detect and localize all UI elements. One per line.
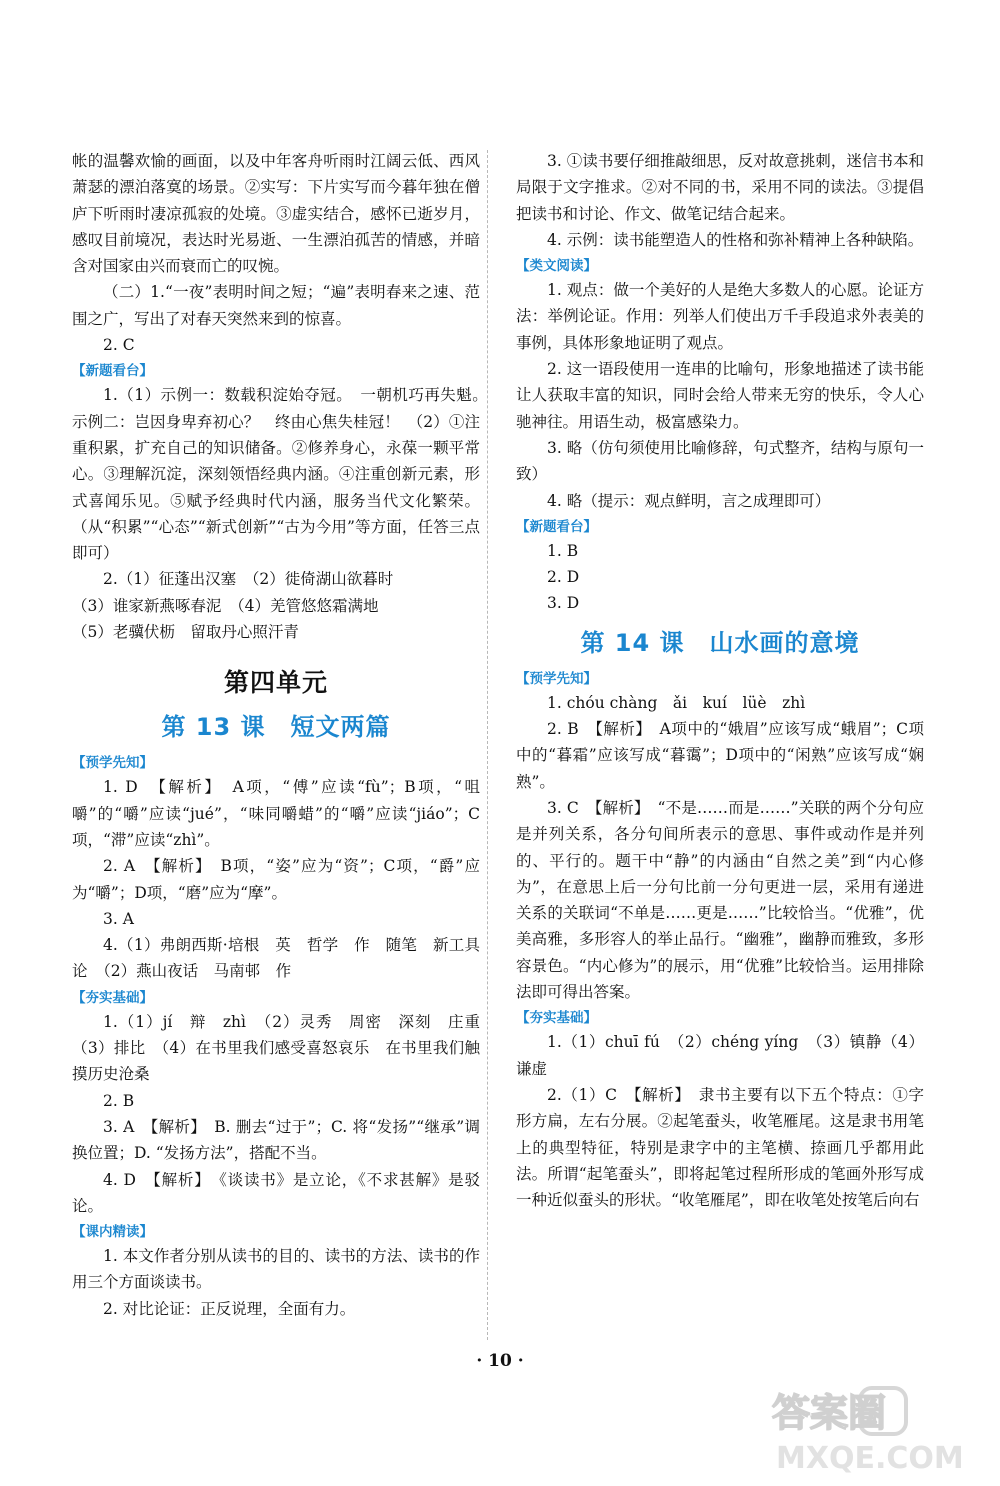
section-tag: 【新题看台】	[516, 518, 597, 535]
paragraph: 1. 观点：做一个美好的人是绝大多数人的心愿。论证方法：举例论证。作用：列举人们使出万千手段追求外表美的事例，具体形象地证明了观点。	[516, 281, 924, 352]
unit-title: 第四单元	[223, 668, 328, 698]
column-divider	[487, 150, 488, 1340]
paragraph: 1.（1）jí 辩 zhì （2）灵秀 周密 深刻 庄重 （3）排比 （4）在书里我们感受喜怒哀乐 在书里我们触摸历史沧桑	[72, 1012, 496, 1084]
paragraph: 4. D 【解析】 《谈读书》是立论，《不求甚解》是驳论。	[72, 1170, 480, 1215]
watermark-icon	[762, 1384, 982, 1476]
paragraph: 3. C 【解析】 “不是……而是……”关联的两个分句应是并列关系，各分句间所表示的意思、事件或动作是并列的、平行的。题干中“静”的内涵由“自然之美”到“内心修为”，在意思上后一分句比前一分句更进一层，采用有递进关系的关联词“不单是……更是……”比较恰当。“优雅”，优美高雅，多形容人的举止品行。“幽雅”，幽静而雅致，多形容景色。“内心修为”的展示，用“优雅”比较恰当。运用排除法即可得出答案。	[516, 798, 924, 1002]
paragraph: 1. B	[547, 541, 579, 560]
paragraph: 2.（1）C 【解析】 隶书主要有以下五个特点：①字形方扁，左右分展。②起笔蚕头，收笔雁尾。这是隶书用笔上的典型特征，特别是隶字中的主笔横、捺画几乎都用此法。所谓“起笔蚕头”，即将起笔过程所形成的笔画外形写成一种近似蚕头的形状。“收笔雁尾”，即在收笔处按笔后向右	[516, 1085, 924, 1210]
watermark-url-text: MXQE.COM	[776, 1441, 964, 1476]
section-tag: 【类文阅读】	[516, 258, 597, 275]
paragraph: 3. ①读书要仔细推敲细思，反对故意挑刺，迷信书本和局限于文字推求。②对不同的书，采用不同的读法。③提倡把读书和讨论、作文、做笔记结合起来。	[516, 152, 924, 223]
paragraph: 帐的温馨欢愉的画面，以及中年客舟听雨时江阔云低、西风萧瑟的漂泊落寞的场景。②实写：下片实写而今暮年独在僧庐下听雨时凄凉孤寂的处境。③虚实结合，感怀已逝岁月，感叹目前境况，表达时光易逝、一生漂泊孤苦的情感，并暗含对国家由兴而衰而亡的叹惋。	[72, 152, 480, 276]
paragraph: 3. A 【解析】 B. 删去“过于”；C. 将“发扬”“继承”调换位置；D. “发扬方法”，搭配不当。	[72, 1117, 480, 1163]
paragraph: 1. chóu chàng ǎi kuí lüè zhì	[547, 693, 806, 712]
paragraph: 1. 本文作者分别从读书的目的、读书的方法、读书的作用三个方面谈读书。	[72, 1247, 480, 1292]
paragraph: 3. D	[547, 594, 580, 613]
watermark-logo	[762, 1384, 982, 1476]
paragraph: 1. D 【解析】 A项，“傅”应读“fù”；B项，“咀嚼”的“嚼”应读“jué”，“味同嚼蜡”的“嚼”应读“jiáo”；C项，“滞”应读“zhì”。	[72, 778, 480, 849]
section-tag: 【课内精读】	[72, 1224, 153, 1241]
paragraph: 3. A	[103, 909, 134, 928]
page-number: · 10 ·	[476, 1351, 524, 1371]
paragraph: 2.（1）征蓬出汉塞 （2）徙倚湖山欲暮时	[103, 570, 394, 589]
paragraph: 2. A 【解析】 B项，“姿”应为“资”；C项，“爵”应为“嚼”；D项，“磨”应为“摩”。	[72, 857, 480, 902]
paragraph: 2. B	[103, 1091, 135, 1110]
paragraph: 2. D	[547, 568, 580, 587]
section-tag: 【夯实基础】	[72, 989, 153, 1006]
watermark-logo-text: 答案圈	[772, 1391, 887, 1435]
section-tag: 【新题看台】	[72, 363, 153, 380]
paragraph: 1.（1）示例一：数载积淀始夺冠。 一朝机巧再失魁。 示例二：岂因身卑弃初心？ 终由心焦失桂冠！ （2）①注重积累，扩充自己的知识储备。②修养身心，永葆一颗平常心。③理解沉淀，深刻领悟经典内涵。④注重创新元素，形式喜闻乐见。⑤赋予经典时代内涵，服务当代文化繁荣。（从“积累”“心态”“新式创新”“古为今用”等方面，任答三点即可）	[72, 386, 496, 563]
paragraph: 2. 这一语段使用一连串的比喻句，形象地描述了读书能让人获取丰富的知识，同时会给人带来无穷的快乐，令人心驰神往。用语生动，极富感染力。	[516, 360, 924, 431]
section-tag: 【夯实基础】	[516, 1010, 597, 1027]
paragraph: （二）1.“一夜”表明时间之短；“遍”表明春来之速、范围之广，写出了对春天突然来到的惊喜。	[72, 283, 480, 328]
paragraph: （3）谁家新燕啄春泥 （4）羌管悠悠霜满地	[72, 596, 379, 615]
paragraph: 2. B 【解析】 A项中的“娥眉”应该写成“蛾眉”；C项中的“暮霜”应该写成“暮霭”；D项中的“闲熟”应该写成“娴熟”。	[516, 720, 924, 791]
section-tag: 【预学先知】	[72, 755, 153, 772]
paragraph: 2. C	[103, 336, 135, 355]
paragraph: 4.（1）弗朗西斯·培根 英 哲学 作 随笔 新工具论 （2）燕山夜话 马南邨 作	[72, 936, 480, 981]
section-tag: 【预学先知】	[516, 670, 597, 687]
paragraph: （5）老骥伏枥 留取丹心照汗青	[72, 623, 299, 642]
right-column	[516, 148, 924, 1213]
lesson-title: 第 14 课 山水画的意境	[580, 628, 860, 657]
paragraph: 3. 略（仿句须使用比喻修辞，句式整齐，结构与原句一致）	[516, 438, 924, 484]
lesson-title: 第 13 课 短文两篇	[161, 713, 391, 742]
paragraph: 2. 对比论证：正反说理，全面有力。	[103, 1299, 356, 1318]
left-column	[72, 148, 496, 1322]
paragraph: 1.（1）chuī fú （2）chéng yíng （3）镇静（4）谦虚	[516, 1033, 924, 1078]
paragraph: 4. 示例：读书能塑造人的性格和弥补精神上各种缺陷。	[547, 230, 924, 249]
paragraph: 4. 略（提示：观点鲜明，言之成理即可）	[547, 491, 831, 510]
